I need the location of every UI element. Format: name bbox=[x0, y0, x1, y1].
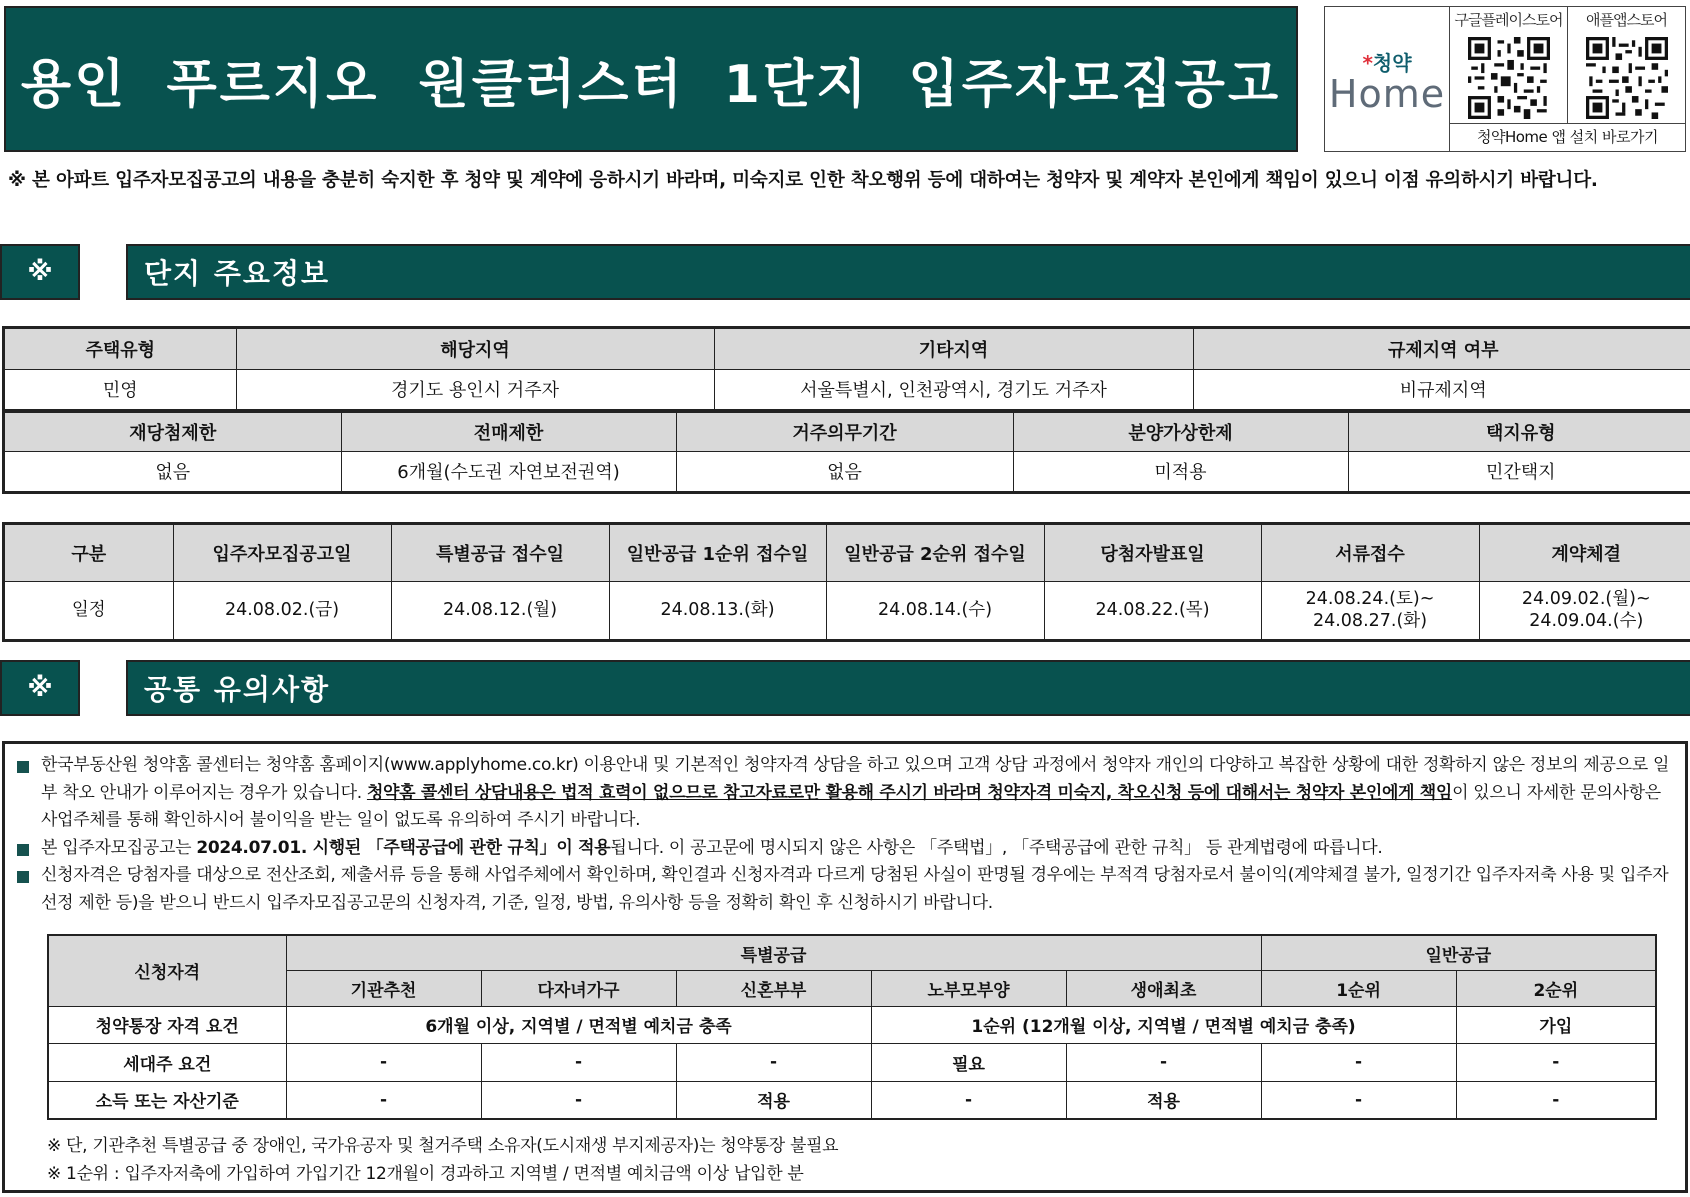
google-play-qr-cell[interactable] bbox=[1450, 7, 1568, 124]
row-label: 일정 bbox=[5, 581, 173, 639]
table-cell: 없음 bbox=[5, 451, 341, 491]
header-cell: 신청자격 bbox=[48, 935, 286, 1006]
header-cell: 기관추천 bbox=[286, 971, 481, 1007]
app-store-label: 애플앱스토어 bbox=[1586, 11, 1667, 29]
table-cell: - bbox=[481, 1044, 676, 1082]
table-cell: 미적용 bbox=[1013, 451, 1348, 491]
google-play-label: 구글플레이스토어 bbox=[1454, 11, 1563, 29]
header-cell: 입주자모집공고일 bbox=[173, 525, 391, 581]
header-cell: 생애최초 bbox=[1066, 971, 1261, 1007]
header-cell: 다자녀가구 bbox=[481, 971, 676, 1007]
bold-emphasis: 2024.07.01. 시행된 「주택공급에 관한 규칙」이 적용 bbox=[196, 837, 611, 858]
reference-mark-icon: ※ bbox=[0, 660, 80, 716]
header-cell: 주택유형 bbox=[5, 329, 236, 369]
app-store-qr-cell[interactable] bbox=[1568, 7, 1685, 124]
header-cell: 해당지역 bbox=[236, 329, 714, 369]
table-cell: - bbox=[1066, 1044, 1261, 1082]
header-cell: 노부모부양 bbox=[871, 971, 1066, 1007]
table-cell: 24.08.13.(화) bbox=[609, 581, 826, 639]
table-cell: 민간택지 bbox=[1348, 451, 1690, 491]
header-cell: 서류접수 bbox=[1261, 525, 1479, 581]
underlined-warning: 청약홈 콜센터 상담내용은 법적 효력이 없으므로 참고자료로만 활용해 주시기 바라며 청약자격 미숙지, 착오신청 등에 대해서는 청약자 본인에게 책임 bbox=[366, 782, 1453, 803]
table-row bbox=[5, 581, 1690, 639]
header-cell: 2순위 bbox=[1456, 971, 1656, 1007]
reference-mark-icon: ※ bbox=[0, 244, 80, 300]
table-cell bbox=[1261, 581, 1479, 639]
header-cell: 당첨자발표일 bbox=[1044, 525, 1261, 581]
table-cell: - bbox=[286, 1044, 481, 1082]
table-cell: - bbox=[481, 1081, 676, 1119]
header-cell: 구분 bbox=[5, 525, 173, 581]
logo-small-text: 청약 bbox=[1372, 50, 1412, 75]
table-cell: 비규제지역 bbox=[1193, 369, 1690, 409]
header-cell: 신혼부부 bbox=[676, 971, 871, 1007]
header-cell: 일반공급 bbox=[1261, 935, 1656, 971]
title-banner bbox=[4, 6, 1298, 152]
app-install-box bbox=[1324, 6, 1686, 152]
applyhome-logo bbox=[1325, 7, 1450, 151]
footnote: ※ 단, 기관추천 특별공급 중 장애인, 국가유공자 및 철거주택 소유자(도시재생 부지제공자)는 청약통장 불필요 bbox=[47, 1136, 839, 1156]
list-item: 본 입주자모집공고는 2024.07.01. 시행된 「주택공급에 관한 규칙」이 적용됩니다. 이 공고문에 명시되지 않은 사항은 「주택법」, 「주택공급에 관한 규칙」 등 관계법령에 따릅니다. bbox=[15, 835, 1675, 863]
section-title: 공통 유의사항 bbox=[126, 660, 1690, 716]
table-row bbox=[48, 1006, 1656, 1044]
table-header-row bbox=[5, 329, 1690, 369]
warning-notice: ※ 본 아파트 입주자모집공고의 내용을 충분히 숙지한 후 청약 및 계약에 응하시기 바라며, 미숙지로 인한 착오행위 등에 대하여는 청약자 및 계약자 본인에게 책임이 있으니 이점 유의하시기 바랍니다. bbox=[8, 170, 1598, 191]
table-cell: 서울특별시, 인천광역시, 경기도 거주자 bbox=[714, 369, 1193, 409]
table-cell: - bbox=[1456, 1044, 1656, 1082]
table-header-row bbox=[5, 411, 1690, 451]
table-cell: - bbox=[1261, 1044, 1456, 1082]
info-table-row-group-2 bbox=[5, 410, 1690, 492]
section-title: 단지 주요정보 bbox=[126, 244, 1690, 300]
header-cell: 기타지역 bbox=[714, 329, 1193, 369]
page-title: 용인 푸르지오 원클러스터 1단지 입주자모집공고 bbox=[20, 54, 1282, 115]
header-cell: 일반공급 1순위 접수일 bbox=[609, 525, 826, 581]
table-header-row bbox=[5, 525, 1690, 581]
header-cell: 분양가상한제 bbox=[1013, 411, 1348, 451]
table-cell: 경기도 용인시 거주자 bbox=[236, 369, 714, 409]
table-row bbox=[5, 451, 1690, 491]
table-cell: 없음 bbox=[676, 451, 1013, 491]
table-cell: - bbox=[1261, 1081, 1456, 1119]
docs-start-date: 24.08.24.(토)~ bbox=[1305, 589, 1435, 610]
list-item: 한국부동산원 청약홈 콜센터는 청약홈 홈페이지(www.applyhome.co.kr) 이용안내 및 기본적인 청약자격 상담을 하고 있으며 고객 상담 과정에서 청약자 개인의 다양하고 복잡한 상황에 대한 정확하지 않은 정보의 제공으로 일부 착오 안내가 이루어지는 경우가 있습니다. 청약홈 콜센터 상담내용은 법적 효력이 없으므로 참고자료로만 활용해 주시기 바라며 청약자격 미숙지, 착오신청 등에 대해서는 청약자 본인에게 책임이 있으니 자세한 문의사항은 사업주체를 통해 확인하시어 불이익을 받는 일이 없도록 유의하여 주시기 바랍니다. bbox=[15, 752, 1675, 835]
table-header-row bbox=[48, 971, 1656, 1007]
header-cell: 규제지역 여부 bbox=[1193, 329, 1690, 369]
row-label: 청약통장 자격 요건 bbox=[48, 1006, 286, 1044]
header-cell: 특별공급 접수일 bbox=[391, 525, 609, 581]
table-header-row bbox=[48, 935, 1656, 971]
list-item: 신청자격은 당첨자를 대상으로 전산조회, 제출서류 등을 통해 사업주체에서 확인하며, 확인결과 신청자격과 다르게 당첨된 사실이 판명될 경우에는 부적격 당첨자로서 불이익(계약체결 불가, 일정기간 입주자저축 사용 및 입주자선정 제한 등)을 받으니 반드시 입주자모집공고문의 신청자격, 기준, 일정, 방법, 유의사항 등을 정확히 확인 후 신청하시기 바랍니다. bbox=[15, 862, 1675, 917]
header-cell: 1순위 bbox=[1261, 971, 1456, 1007]
table-cell bbox=[1479, 581, 1690, 639]
qr-code-icon[interactable] bbox=[1468, 37, 1550, 119]
header-cell: 계약체결 bbox=[1479, 525, 1690, 581]
notes-list bbox=[15, 752, 1675, 917]
table-cell: - bbox=[676, 1044, 871, 1082]
logo-big-text: Home bbox=[1328, 71, 1446, 116]
row-label: 소득 또는 자산기준 bbox=[48, 1081, 286, 1119]
table-row bbox=[5, 369, 1690, 409]
table-cell: 민영 bbox=[5, 369, 236, 409]
qualification-table bbox=[47, 934, 1657, 1120]
table-row bbox=[48, 1081, 1656, 1119]
table-cell: 6개월 이상, 지역별 / 면적별 예치금 충족 bbox=[286, 1006, 871, 1044]
header-cell: 재당첨제한 bbox=[5, 411, 341, 451]
header-cell: 전매제한 bbox=[341, 411, 676, 451]
header-cell: 거주의무기간 bbox=[676, 411, 1013, 451]
complex-info-table bbox=[2, 326, 1690, 494]
table-cell: - bbox=[286, 1081, 481, 1119]
table-row bbox=[48, 1044, 1656, 1082]
section-header-complex-info bbox=[0, 244, 1690, 300]
table-cell: 24.08.02.(금) bbox=[173, 581, 391, 639]
schedule-table bbox=[2, 522, 1690, 642]
table-cell: 24.08.12.(월) bbox=[391, 581, 609, 639]
header-cell: 일반공급 2순위 접수일 bbox=[826, 525, 1044, 581]
header-cell: 택지유형 bbox=[1348, 411, 1690, 451]
header-cell: 특별공급 bbox=[286, 935, 1261, 971]
common-notes-box bbox=[2, 741, 1688, 1193]
qr-code-icon[interactable] bbox=[1586, 37, 1668, 119]
docs-end-date: 24.08.27.(화) bbox=[1312, 611, 1428, 632]
table-cell: 가입 bbox=[1456, 1006, 1656, 1044]
table-cell: - bbox=[871, 1081, 1066, 1119]
table-cell: 1순위 (12개월 이상, 지역별 / 면적별 예치금 충족) bbox=[871, 1006, 1456, 1044]
contract-end-date: 24.09.04.(수) bbox=[1529, 611, 1644, 632]
footnote: ※ 1순위 : 입주자저축에 가입하여 가입기간 12개월이 경과하고 지역별 / 면적별 예치금액 이상 납입한 분 bbox=[47, 1164, 804, 1184]
table-cell: - bbox=[1456, 1081, 1656, 1119]
table-cell: 24.08.14.(수) bbox=[826, 581, 1044, 639]
section-header-common-notes bbox=[0, 660, 1690, 716]
table-cell: 24.08.22.(목) bbox=[1044, 581, 1261, 639]
table-cell: 필요 bbox=[871, 1044, 1066, 1082]
table-cell: 6개월(수도권 자연보전권역) bbox=[341, 451, 676, 491]
info-table-row-group-1 bbox=[5, 329, 1690, 410]
logo-dot-icon: * bbox=[1362, 50, 1373, 75]
contract-start-date: 24.09.02.(월)~ bbox=[1521, 589, 1651, 610]
table-cell: 적용 bbox=[676, 1081, 871, 1119]
app-install-link[interactable]: 청약Home 앱 설치 바로가기 bbox=[1476, 128, 1658, 146]
row-label: 세대주 요건 bbox=[48, 1044, 286, 1082]
table-cell: 적용 bbox=[1066, 1081, 1261, 1119]
